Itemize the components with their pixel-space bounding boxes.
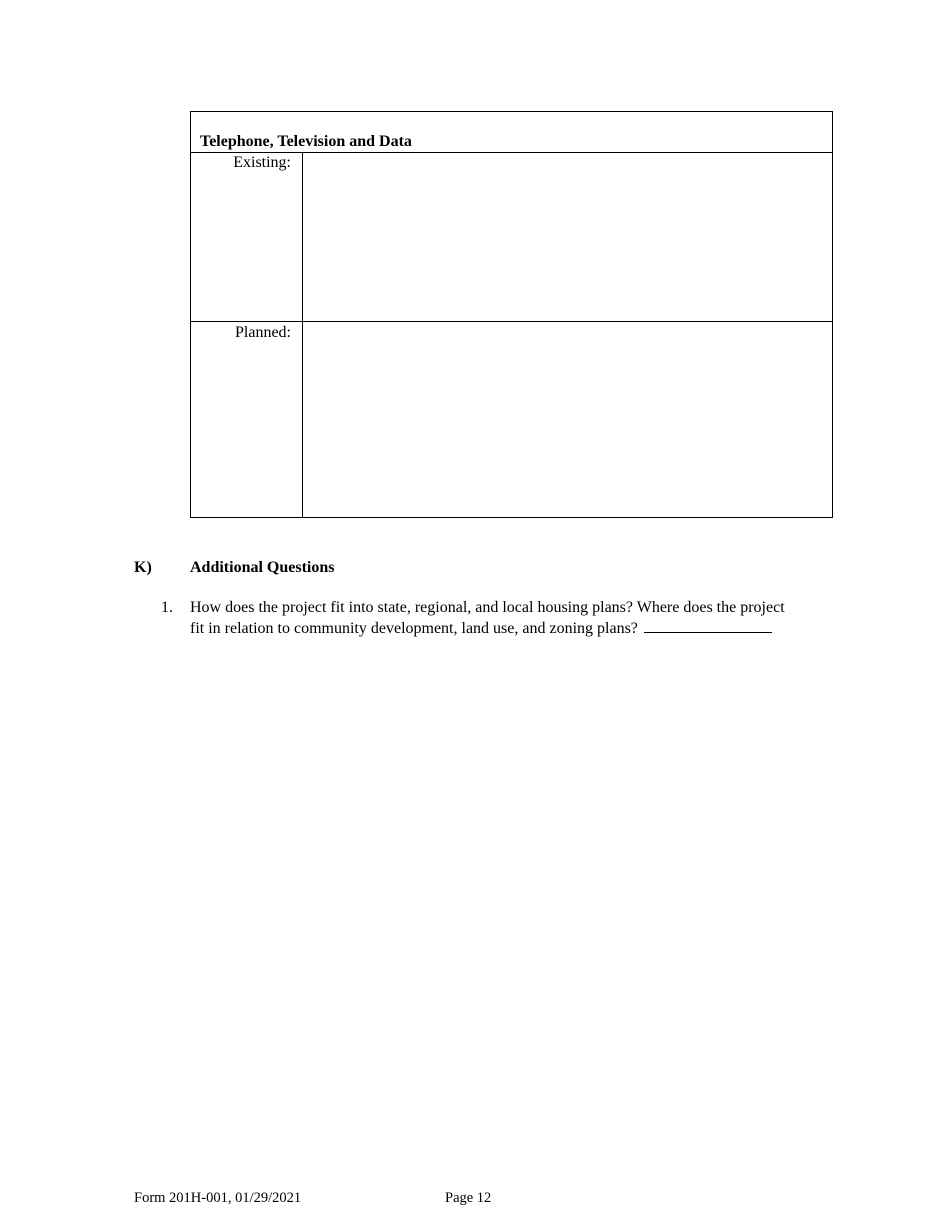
footer-form-id: Form 201H-001, 01/29/2021	[134, 1190, 302, 1206]
answer-blank-field[interactable]	[644, 618, 772, 633]
planned-input-field[interactable]	[303, 322, 832, 517]
question-text	[190, 598, 835, 639]
section-letter: K)	[134, 559, 152, 576]
question-line-1: How does the project fit into state, regional, and local housing plans? Where does the project	[190, 599, 785, 616]
footer-page-number: Page 12	[445, 1190, 492, 1206]
planned-label: Planned:	[235, 324, 291, 341]
section-title: Additional Questions	[190, 559, 335, 576]
table-title: Telephone, Television and Data	[200, 133, 412, 150]
existing-label: Existing:	[233, 154, 291, 171]
question-number: 1.	[161, 599, 173, 616]
row-label-cell	[191, 153, 303, 321]
table-row-existing	[191, 153, 832, 322]
row-label-cell	[191, 322, 303, 517]
existing-input-field[interactable]	[303, 153, 832, 321]
question-line-2-text: fit in relation to community development, land use, and zoning plans?	[190, 620, 638, 637]
table-header	[191, 112, 832, 153]
table-row-planned	[191, 322, 832, 517]
telephone-tv-data-table	[190, 111, 833, 518]
question-line-2	[190, 618, 835, 639]
